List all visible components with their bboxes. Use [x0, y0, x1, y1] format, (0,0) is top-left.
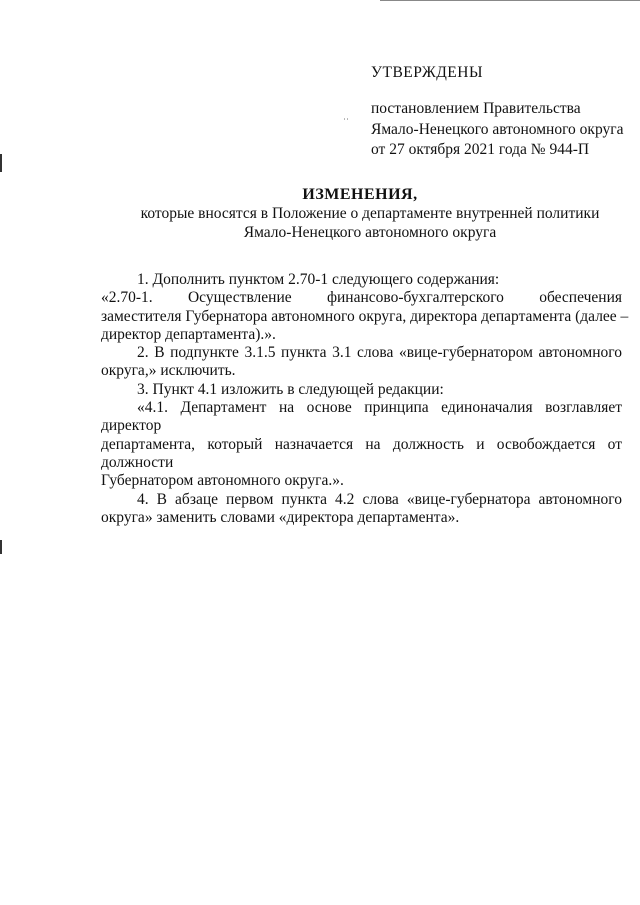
paragraph-line: округа,» исключить.	[101, 362, 236, 380]
paragraph-line: округа» заменить словами «директора департамента».	[101, 508, 460, 526]
item-paragraph	[101, 399, 622, 436]
paragraph-line: директор департамента).».	[101, 325, 276, 343]
item-paragraph	[101, 289, 622, 307]
paragraph-line: департамента, который назначается на должность и освобождается от должности	[101, 435, 622, 471]
scan-top-mark	[380, 0, 640, 1]
scan-edge-mark	[0, 540, 2, 554]
document-subtitle	[0, 205, 640, 242]
approval-heading: УТВЕРЖДЕНЫ	[371, 64, 483, 81]
paragraph-line: 2. В подпункте 3.1.5 пункта 3.1 слова «вице-губернатором автономного	[137, 344, 622, 362]
item-paragraph	[101, 491, 622, 509]
item-paragraph: 1. Дополнить пунктом 2.70-1 следующего содержания:	[137, 271, 500, 288]
paragraph-line: «4.1. Департамент на основе принципа единоначалия возглавляет директор	[101, 399, 622, 435]
item-paragraph: 3. Пункт 4.1 изложить в следующей редакции:	[137, 380, 444, 398]
paragraph-line: «2.70-1. Осуществление финансово-бухгалтерского обеспечения	[101, 289, 622, 307]
paragraph-line: заместителя Губернатора автономного округа, директора департамента (далее –	[101, 307, 629, 325]
approval-details	[371, 99, 623, 161]
approval-line: от 27 октября 2021 года № 944-П	[371, 141, 590, 158]
approval-line: Ямало-Ненецкого автономного округа	[371, 120, 624, 138]
subtitle-line: Ямало-Ненецкого автономного округа	[243, 223, 497, 241]
paragraph-line: 4. В абзаце первом пункта 4.2 слова «вице-губернатора автономного	[137, 490, 622, 508]
document-body	[101, 271, 629, 527]
scan-edge-mark	[0, 154, 2, 172]
document-title: ИЗМЕНЕНИЯ,	[302, 186, 418, 203]
paragraph-line: Губернатором автономного округа.».	[101, 472, 344, 490]
item-paragraph	[101, 344, 622, 362]
approval-line: постановлением Правительства	[371, 100, 581, 117]
subtitle-line: которые вносятся в Положение о департаменте внутренней политики	[140, 205, 600, 222]
scan-speck: ˙˙	[343, 117, 349, 127]
